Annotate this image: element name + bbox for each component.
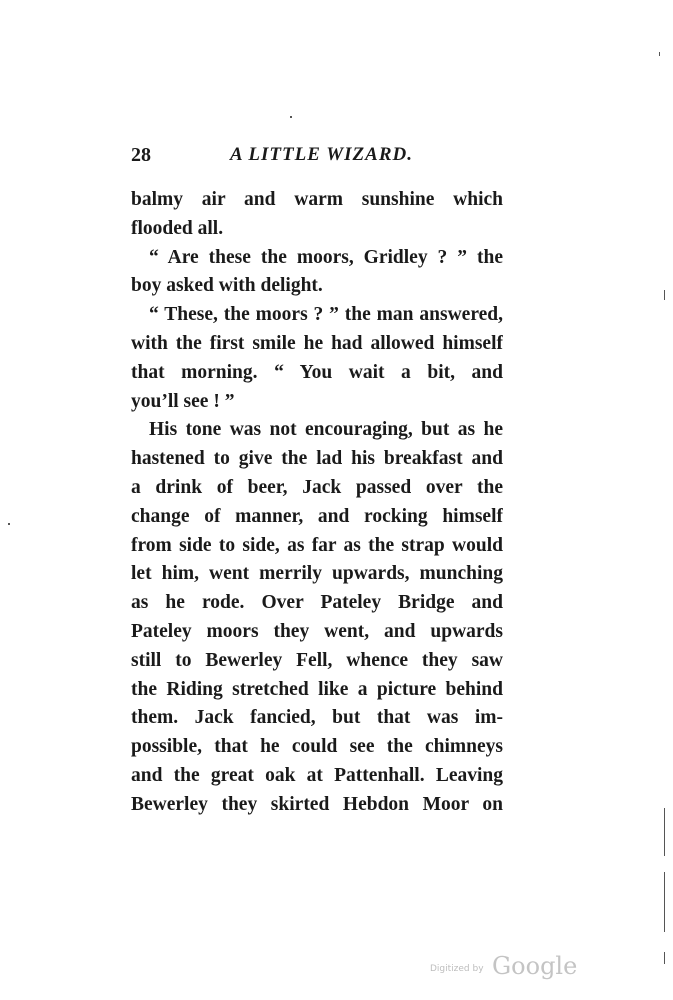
page-header [131, 144, 505, 168]
text-line: that morning. “ You wait a bit, and [131, 361, 503, 383]
scan-mark [664, 872, 665, 932]
text-line: possible, that he could see the chimneys [131, 736, 503, 758]
text-line: flooded all. [131, 217, 224, 239]
text-line: as he rode. Over Pateley Bridge and [131, 592, 503, 614]
text-line: “ Are these the moors, Gridley ? ” the [149, 246, 503, 268]
scan-mark [664, 808, 665, 856]
text-line: you’ll see ! ” [131, 390, 235, 412]
text-line: let him, went merrily upwards, munching [131, 563, 503, 585]
google-logo: Google [492, 952, 578, 980]
scan-mark [664, 290, 665, 300]
digitized-watermark [430, 952, 580, 982]
text-line: the Riding stretched like a picture behind [131, 678, 503, 700]
scan-mark [664, 952, 665, 964]
text-line: boy asked with delight. [131, 275, 323, 297]
text-line: a drink of beer, Jack passed over the [131, 476, 503, 498]
text-line: with the first smile he had allowed himself [131, 332, 503, 354]
body-text [131, 186, 503, 820]
text-line: and the great oak at Pattenhall. Leaving [131, 764, 503, 786]
text-line: from side to side, as far as the strap would [131, 534, 503, 556]
text-line: “ These, the moors ? ” the man answered, [149, 304, 503, 326]
watermark-prefix: Digitized by [430, 964, 484, 974]
text-line: hastened to give the lad his breakfast and [131, 448, 503, 470]
page-number: 28 [131, 144, 151, 166]
scan-mark [659, 52, 660, 56]
scan-speck [8, 523, 10, 525]
text-line: them. Jack fancied, but that was im- [131, 707, 503, 729]
text-line: Pateley moors they went, and upwards [131, 620, 503, 642]
scan-speck [290, 116, 292, 118]
text-line: change of manner, and rocking himself [131, 505, 503, 527]
text-line: still to Bewerley Fell, whence they saw [131, 649, 503, 671]
text-line: His tone was not encouraging, but as he [149, 419, 503, 441]
text-line: balmy air and warm sunshine which [131, 189, 503, 210]
text-line: Bewerley they skirted Hebdon Moor on [131, 793, 503, 815]
running-title: A LITTLE WIZARD. [230, 144, 413, 165]
